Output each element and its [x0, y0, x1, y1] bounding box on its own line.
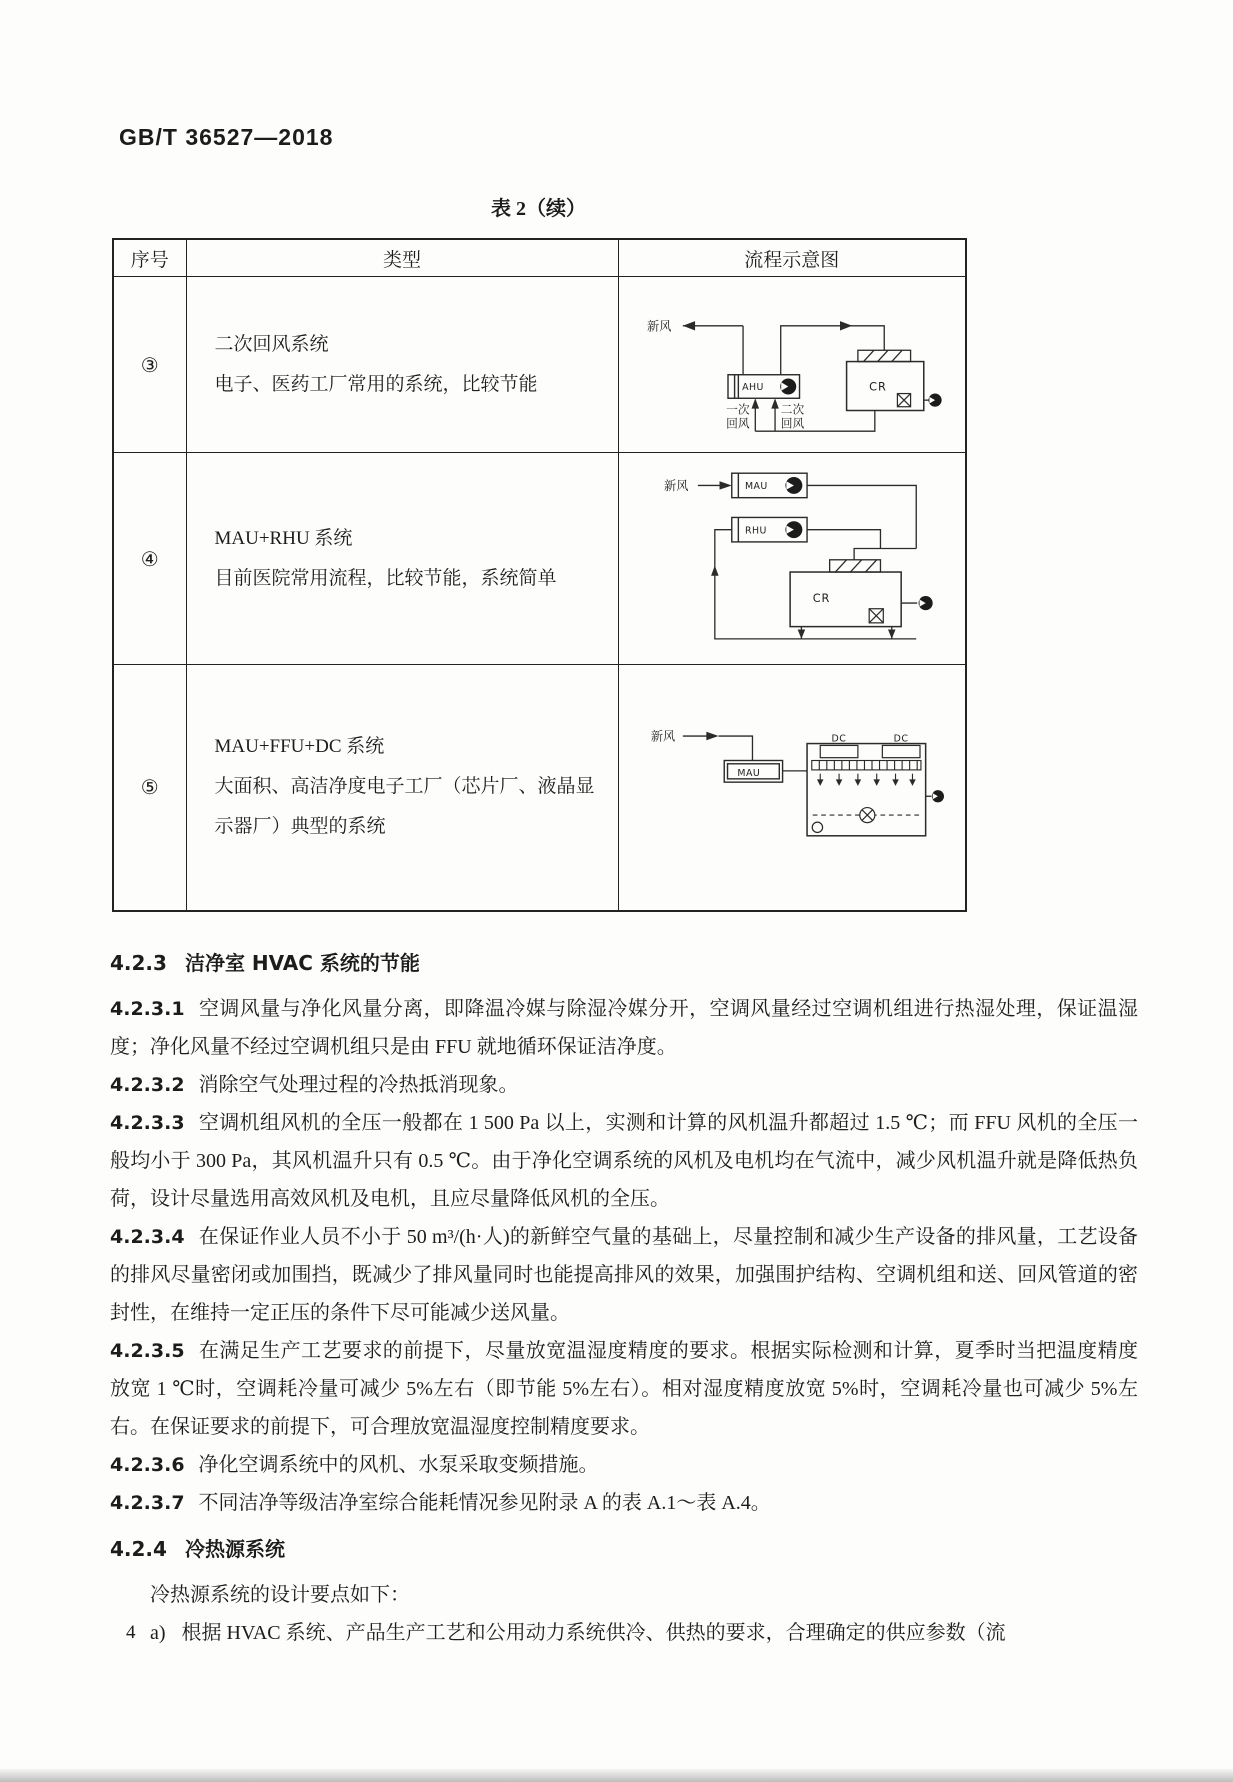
- table-row-5: [113, 665, 966, 911]
- clause-text: 消除空气处理过程的冷热抵消现象。: [198, 1074, 519, 1096]
- supply-airflow-arrows: [817, 774, 916, 786]
- col-header-type: 类型: [186, 239, 618, 277]
- duct-lines: [683, 325, 929, 430]
- fan-icon: [928, 393, 941, 406]
- clause-number: 4.2.3.3: [110, 1112, 185, 1134]
- label-fresh-air: 新风: [663, 478, 689, 493]
- paragraph-4234: [110, 1218, 1138, 1332]
- label-secondary-return-1: 二次: [780, 401, 804, 416]
- clause-text: 不同洁净等级洁净室综合能耗情况参见附录 A 的表 A.1～表 A.4。: [198, 1492, 771, 1514]
- dc-coil-boxes: [820, 746, 920, 758]
- paragraph-intro: [110, 1576, 1138, 1614]
- diagram-secondary-return-system: [632, 288, 952, 437]
- clause-text: 在保证作业人员不小于 50 m³/(h·人)的新鲜空气量的基础上，尽量控制和减少生产设备的排风量，工艺设备的排风尽量密闭或加围挡，既减少了排风量同时也能提高排风的效果，加强围护结构、空调机组和送、回风管道的密封性，在维持一定正压的条件下尽可能减少送风量。: [110, 1226, 1138, 1324]
- damper-icon: [869, 608, 883, 622]
- type-desc: 大面积、高洁净度电子工厂（芯片厂、液晶显示器厂）典型的系统: [214, 776, 595, 838]
- section-title: 冷热源系统: [184, 1537, 285, 1561]
- paragraph-4237: [110, 1484, 1138, 1522]
- type-title: MAU+FFU+DC 系统: [214, 736, 385, 758]
- section-heading-423: [110, 948, 1138, 978]
- paragraph-4236: [110, 1446, 1138, 1484]
- label-secondary-return-2: 回风: [780, 415, 804, 430]
- paragraph-4235: [110, 1332, 1138, 1446]
- clause-number: 4.2.3.5: [110, 1340, 185, 1362]
- paragraph-4232: [110, 1066, 1138, 1104]
- type-cell: [186, 277, 618, 453]
- table-caption: 表 2（续）: [491, 198, 586, 220]
- clause-number: 4.2.3.4: [110, 1226, 185, 1248]
- item-text: 根据 HVAC 系统、产品生产工艺和公用动力系统供冷、供热的要求，合理确定的供应参数（流: [181, 1622, 1006, 1644]
- clause-number: 4.2.3.7: [110, 1492, 185, 1514]
- type-title: MAU+RHU 系统: [214, 527, 353, 549]
- clause-number: 4.2.3.6: [110, 1454, 185, 1476]
- duct-lines: [698, 485, 917, 638]
- type-title: 二次回风系统: [214, 333, 329, 355]
- diagram-cell: [618, 665, 966, 911]
- label-primary-return-1: 一次: [725, 401, 750, 416]
- clause-text: 在满足生产工艺要求的前提下，尽量放宽温湿度精度的要求。根据实际检测和计算，夏季时当把温度精度放宽 1 ℃时，空调耗冷量可减少 5%左右（即节能 5%左右）。相对湿度精度放宽 5%时，空调耗冷量也可减少 5%左右。在保证要求的前提下，可合理放宽温湿度控制精度要求。: [110, 1340, 1138, 1438]
- fan-icon: [812, 822, 822, 832]
- damper-icon: [897, 393, 910, 406]
- label-rhu: RHU: [744, 524, 767, 536]
- label-primary-return-2: 回风: [725, 415, 750, 430]
- paragraph-item-a: [110, 1614, 1138, 1652]
- doc-number: GB/T 36527—2018: [119, 124, 334, 150]
- label-cr: CR: [812, 591, 831, 605]
- diagram-mau-ffu-dc-system: [632, 702, 952, 867]
- intro-text: 冷热源系统的设计要点如下：: [150, 1584, 410, 1606]
- paragraph-4231: [110, 990, 1138, 1066]
- col-header-no: 序号: [113, 239, 186, 277]
- section-heading-424: [110, 1534, 1138, 1564]
- table-row-3: [113, 277, 966, 453]
- ffu-filter-strip: [812, 761, 921, 770]
- diagram-mau-rhu-system: [632, 460, 952, 653]
- label-dc-left: DC: [831, 733, 847, 745]
- damper-icon: [860, 808, 875, 823]
- section-title: 洁净室 HVAC 系统的节能: [184, 951, 420, 975]
- label-fresh-air: 新风: [646, 319, 672, 333]
- label-mau: MAU: [744, 480, 768, 492]
- filter-icon: [858, 350, 911, 361]
- label-fresh-air: 新风: [650, 729, 676, 744]
- body-text: [110, 948, 1138, 1652]
- type-cell: [186, 665, 618, 911]
- clause-text: 空调风量与净化风量分离，即降温冷媒与除湿冷媒分开，空调风量经过空调机组进行热湿处理，保证温湿度；净化风量不经过空调机组只是由 FFU 就地循环保证洁净度。: [110, 998, 1138, 1058]
- fan-icon: [785, 521, 802, 538]
- table-header-row: [113, 239, 966, 277]
- row-no: ③: [113, 277, 186, 453]
- row-no: ⑤: [113, 665, 186, 911]
- row-no: ④: [113, 453, 186, 665]
- clause-text: 空调机组风机的全压一般都在 1 500 Pa 以上，实测和计算的风机温升都超过 1.5 ℃；而 FFU 风机的全压一般均小于 300 Pa，其风机温升只有 0.5 ℃。由于净化空调系统的风机及电机均在气流中，减少风机温升就是降低热负荷，设计尽量选用高效风机及电机，且应尽量降低风机的全压。: [110, 1112, 1138, 1210]
- label-dc-right: DC: [893, 733, 909, 745]
- col-header-diagram: 流程示意图: [618, 239, 966, 277]
- page-number: 4: [126, 1622, 136, 1643]
- label-mau: MAU: [737, 768, 761, 780]
- label-cr: CR: [868, 380, 887, 394]
- label-ahu: AHU: [741, 381, 764, 393]
- paragraph-4233: [110, 1104, 1138, 1218]
- fan-icon: [785, 476, 802, 493]
- arrowheads: [683, 321, 852, 409]
- type-cell: [186, 453, 618, 665]
- item-letter: a): [150, 1622, 166, 1644]
- section-number: 4.2.4: [110, 1537, 167, 1561]
- fan-icon: [918, 596, 932, 610]
- clause-number: 4.2.3.2: [110, 1074, 185, 1096]
- filter-icon: [829, 559, 880, 571]
- cleanroom-box: [790, 572, 901, 627]
- diagram-cell: [618, 277, 966, 453]
- clause-number: 4.2.3.1: [110, 998, 185, 1020]
- clause-text: 净化空调系统中的风机、水泵采取变频措施。: [198, 1454, 599, 1476]
- type-desc: 目前医院常用流程，比较节能，系统简单: [214, 567, 557, 589]
- fan-icon: [780, 378, 796, 394]
- table-row-4: [113, 453, 966, 665]
- fan-icon: [932, 790, 944, 802]
- arrowheads: [706, 732, 718, 740]
- section-number: 4.2.3: [110, 951, 167, 975]
- scan-edge-shadow: [0, 1769, 1233, 1782]
- type-desc: 电子、医药工厂常用的系统，比较节能: [214, 373, 538, 395]
- diagram-cell: [618, 453, 966, 665]
- systems-table: [112, 238, 967, 912]
